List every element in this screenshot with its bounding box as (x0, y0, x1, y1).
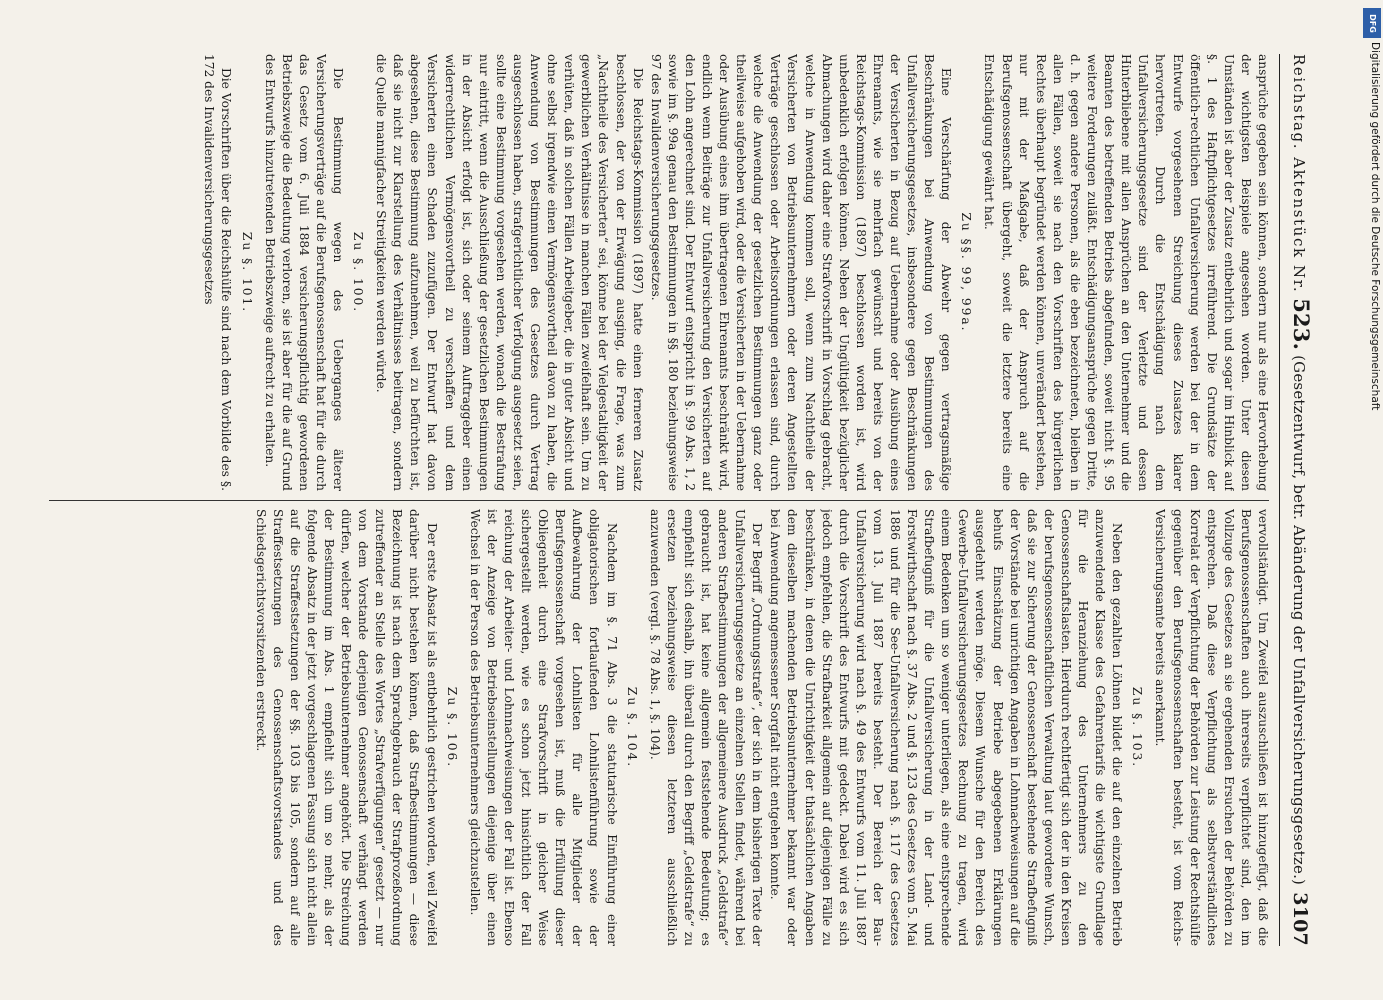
section-heading: Zu §. 103. (1130, 686, 1145, 769)
section-heading: Zu §. 101. (239, 231, 254, 314)
paragraph: Die Reichstags-Kommission (1897) hatte einen ferneren Zusatz beschlossen, der von der Erwägung ausging, die Frage, was zum „Nachtheile des Versicherten“ sei, könne bei der Vielgestaltigkeit der gewerblichen Verhältnisse in manchen Fällen zweifelhaft sein. Um zu verhüten, daß in solchen Fällen Arbeitgeber, die in guter Absicht und ohne selbst irgendwie einen Vermögensvortheil davon zu haben, die Anwendung von Bestimmungen des Gesetzes durch Vertrag ausgeschlossen haben, strafgerichtlicher Verfolgung ausgesetzt seien, sollte eine Bestimmung vorgesehen werden, wonach die Bestrafung nur eintritt, wenn die Ausschließung der gesetzlichen Bestimmungen in der Absicht erfolgt ist, sich oder seinem Auftraggeber einen widerrechtlichen Vermögensvortheil zu verschaffen und dem Versicherten einen Schaden zuzufügen. Der Entwurf hat davon abgesehen, diese Bestimmung aufzunehmen, weil zu befürchten ist, daß sie nicht zur Klarstellung des Verhältnisses beitragen, sondern die Quelle mannigfacher Streitigkeiten werden würde. (374, 54, 645, 491)
paragraph: Eine Verschärfung der Abwehr gegen vertragsmäßige Beschränkungen bei Anwendung von Bestimmungen des Unfallversicherungsgesetzes, insbesondere gegen Beschränkungen der Versicherten in Bezug auf Uebernahme oder Ausübung eines Ehrenamts, wie sie mehrfach gewünscht und bereits von der Reichstags-Kommission (1897) beschlossen worden ist, wird unbedenklich erfolgen können. Neben der Ungültigkeit bezüglicher Abmachungen wird daher eine Strafvorschrift in Vorschlag gebracht, welche in Anwendung kommen soll, wenn zum Nachtheile der Versicherten von Betriebsunternehmern oder deren Angestellten Verträge geschlossen oder Arbeitsordnungen erlassen sind, durch welche die Anwendung der gesetzlichen Bestimmungen ganz oder theilweise aufgehoben wird, oder die Versicherten in der Uebernahme oder Ausübung eines ihm übertragenen Ehrenamts beschränkt wird, endlich wenn Beiträge zur Unfallversicherung den Versicherten auf den Lohn angerechnet sind. Der Entwurf entspricht in §. 99 Abs. 1, 2 sowie im §. 99a genau den Bestimmungen in §§. 180 beziehungsweise 97 des Invalidenversicherungsgesetzes. (648, 54, 954, 491)
paragraph: ansprüche gegeben sein können, sondern nur als eine Hervorhebung der wichtigsten Beispiele angesehen worden. Unter diesen Umständen ist aber der Zusatz entbehrlich und sogar im Hinblick auf §. 1 des Haftpflichtgesetzes irreführend. Die Grundsätze der öffentlich-rechtlichen Unfallversicherung werden bei der in dem Entwurfe vorgesehenen Streichung dieses Zusatzes klarer hervortreten. Durch die Entschädigung nach dem Unfallversicherungsgesetze sind der Verletzte und dessen Hinterbliebene mit allen Ansprüchen an den Unternehmer und die Beamten des betreffenden Betriebs abgefunden, soweit nicht §. 95 weitere Forderungen zuläßt. Entschädigungsansprüche gegen Dritte, d. h. gegen andere Personen, als die eben bezeichneten, bleiben in allen Fällen, soweit sie nach den Vorschriften des bürgerlichen Rechtes überhaupt begründet werden können, unverändert bestehen, nur mit der Maßgabe, daß der Anspruch auf die Berufsgenossenschaft übergeht, soweit die letztere bereits eine Entschädigung gewährt hat. (982, 54, 1270, 491)
section-heading: Zu §§. 99, 99a. (959, 212, 974, 333)
digitization-credit: Digitalisierung gefördert durch die Deutsche Forschungsgemeinschaft (1369, 42, 1381, 411)
right-column (45, 509, 1271, 946)
paragraph: Nachdem im §. 71 Abs. 3 die statutarische Einführung einer obligatorischen fortlaufenden Lohnlistenführung sowie der Aufbewahrung der Lohnlisten für alle Mitglieder der Berufsgenossenschaft vorgesehen ist, muß die Erfüllung dieser Obliegenheit durch eine Strafvorschrift in gleicher Weise sichergestellt werden, wie es schon jetzt hinsichtlich der Fall reichung der Arbeiter- und Lohnnachweisungen der Fall ist. Ebenso ist der Anzeige von Betriebseinstellungen diejenige über einen Wechsel in der Person des Betriebsunternehmers gleichzustellen. (467, 509, 619, 946)
paragraph: Der Begriff „Ordnungsstrafe“, der sich in dem bisherigen Texte der Unfallversicherungsgesetze an einzelnen Stellen findet, während bei anderen Strafbestimmungen der allgemeinere Ausdruck „Geldstrafe“ gebraucht ist, hat keine allgemein feststehende Bedeutung; es empfiehlt sich deshalb, ihn überall durch den Begriff „Geldstrafe“ zu ersetzen beziehungsweise diesen letzteren ausschließlich anzuwenden (vergl. §. 78 Abs. 1, §. 104). (647, 509, 765, 946)
dfg-logo: DFG (1363, 8, 1381, 38)
header-subject: (Gesetzentwurf, betr. Abänderung der Unfallversicherungsgesetze.) (1290, 355, 1308, 886)
paragraph: vervollständigt. Um Zweifel auszuschließen ist hinzugefügt, daß die Berufsgenossenschaften auch ihrerseits verpflichtet sind, den im Vollzuge des Gesetzes an sie ergehenden Ersuchen der Behörden zu entsprechen. Daß diese Verpflichtung als selbstverständliches Korrelat der Verpflichtung der Behörden zur Leistung der Rechtshülfe gegenüber den Berufsgenossenschaften besteht, ist vom Reichs-Versicherungsamte bereits anerkannt. (1153, 509, 1270, 946)
document-number: 523. (1289, 298, 1314, 351)
dfg-credit-strip (1363, 8, 1381, 998)
paragraph: Die Vorschriften über die Reichshülfe sind nach dem Vorbilde des §. 172 des Invalidenversicherungsgesetzes (202, 54, 234, 491)
rotated-document (44, 40, 1314, 960)
page-number: 3107 (1289, 892, 1311, 946)
paragraph: Der erste Absatz ist als entbehrlich gestrichen worden, weil Zweifel darüber nicht bestehen können, daß Strafbestimmungen — diese Bezeichnung ist nach dem Sprachgebrauch der Strafprozeßordnung zutreffender an Stelle des Wortes „Strafverfügungen“ gesetzt — nur von dem Vorstande derjenigen Genossenschaft verhängt werden dürfen, welcher der Betriebsunternehmer angehört. Die Streichung der Bestimmung im Abs. 1 empfiehlt sich um so mehr, als der folgende Absatz in der jetzt vorgeschlagenen Fassung sich nicht allein auf die Straffestsetzungen der §§. 103 bis 105, sondern auf alle Straffestsetzungen des Genossenschaftsvorstandes und des Schiedsgerichtsvorsitzenden erstreckt. (253, 509, 439, 946)
column-rule (49, 500, 1269, 501)
section-heading: Zu §. 100. (351, 231, 366, 314)
paragraph: Neben den gezahlten Löhnen bildet die auf den einzelnen Betrieb anzuwendende Klasse des Gefahrentarifs die wichtigste Grundlage für die Heranziehung des Unternehmers zu den Genossenschaftslasten. Hierdurch rechtfertigt sich der in den Kreisen der berufsgenossenschaftlichen Verwaltung laut gewordene Wunsch, daß sie zur Sicherung der Genossenschaft bestehende Strafbefugniß der Vorstände bei unrichtigen Angaben in Lohnnachweisungen auf die behufs Einschätzung der Betriebe abgegebenen Erklärungen ausgedehnt werden möge. Diesem Wunsche für den Bereich des Gewerbe-Unfallversicherungsgesetzes Rechnung zu tragen, wird einem Bedenken um so weniger unterliegen, als eine entsprechende Strafbefugniß für die Unfallversicherung in der Land- und Forstwirthschaft nach §. 37 Abs. 2 und §. 123 des Gesetzes vom 5. Mai 1886 und für die See-Unfallversicherung nach §. 117 des Gesetzes vom 13. Juli 1887 bereits besteht. Der Bereich der Bau-Unfallversicherung wird nach §. 49 des Entwurfs vom 11. Juli 1887 durch die Vorschrift des Entwurfs mit gedeckt. Dabei wird es sich jedoch empfehlen, die Strafbarkeit allgemein auf diejenigen Fälle zu beschränken, in denen die Unrichtigkeit der thatsächlichen Angaben dem dieselben machenden Betriebsunternehmer bekannt war oder bei Anwendung angemessener Sorgfalt nicht entgehen konnte. (768, 509, 1125, 946)
header-prefix: Aktenstück Nr. (1290, 157, 1308, 294)
section-heading: Zu §. 106. (444, 686, 459, 769)
running-header (1279, 54, 1314, 946)
paragraph: Die Bestimmung wegen des Ueberganges älterer Versicherungsverträge auf die Berufsgenossenschaft hat für die durch das Gesetz vom 6. Juli 1884 versicherungspflichtig gewordenen Betriebszweige die Bedeutung verloren, sie ist aber für die auf Grund des Entwurfs hinzutretenden Betriebszweige aufrecht zu erhalten. (262, 54, 346, 491)
header-title (1289, 157, 1314, 885)
left-column (45, 54, 1271, 491)
text-columns (45, 54, 1279, 946)
section-heading: Zu §. 104. (624, 686, 639, 769)
header-left: Reichstag. (1290, 54, 1308, 151)
